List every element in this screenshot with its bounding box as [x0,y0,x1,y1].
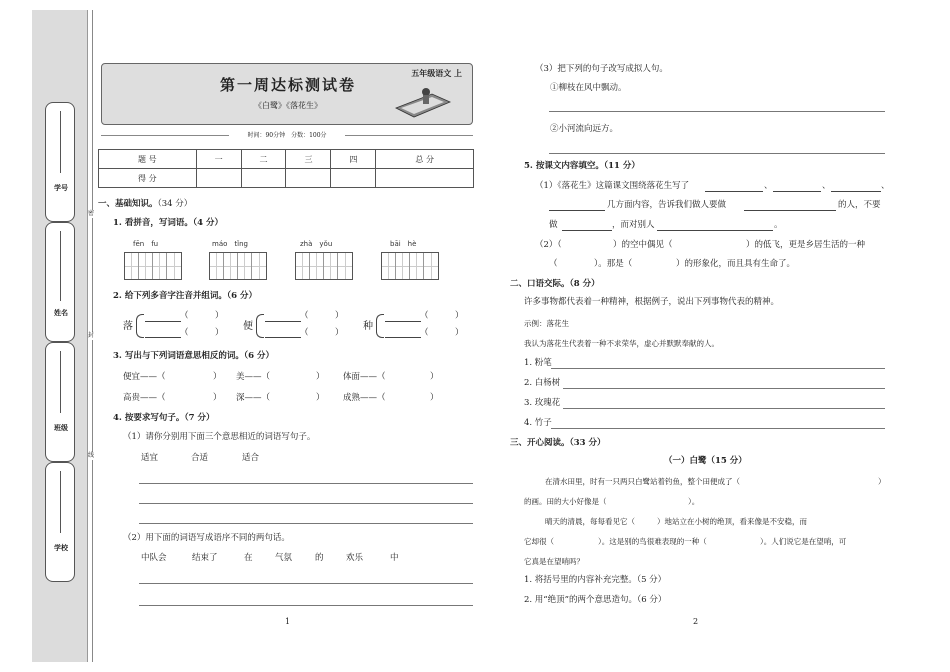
polyphone-char: 落 [123,321,133,332]
q5-1c-text: 的人，不要 [838,200,881,210]
paren: （ [420,311,429,321]
paren: ） [455,328,464,338]
q4-prompt: 4. 按要求写句子。（7 分） [113,413,215,423]
q5-prompt: 5. 按课文内容填空。（11 分） [524,161,640,171]
tianzige-grid-3[interactable] [295,252,353,280]
score-table-header: 一 [196,150,241,169]
student-number-label: 学号 [54,183,68,192]
paren: ） [430,393,439,403]
q5-1b-text: 几方面内容，告诉我们做人要做 [607,200,727,210]
tianzige-grid-1[interactable] [124,252,182,280]
paren: ） [335,328,344,338]
answer-line[interactable] [265,321,301,322]
q4-word: 气氛 [275,553,293,563]
tianzige-grid-4[interactable] [381,252,439,280]
paren: ） [215,328,224,338]
answer-line[interactable] [551,428,885,429]
antonym-item: 成熟——（ [343,393,386,403]
q4-3-prompt: （3）把下列的句子改写成拟人句。 [535,64,668,74]
grade-label: 五年级语文 上 [411,68,462,78]
polyphone-char: 种 [363,321,373,332]
q4-word: 结束了 [192,553,218,563]
oral-item: 1. 粉笔 [524,358,552,368]
answer-line[interactable] [139,523,473,524]
q4-2-prompt: （2）用下面的词语写成语序不同的两句话。 [123,533,290,543]
reading-p2e: ）。人们说它是在望哨，可 [760,537,847,546]
paren: ） [316,372,325,382]
paren: （ [420,328,429,338]
q4-word: 欢乐 [346,553,364,563]
answer-line[interactable] [145,337,181,338]
school-label: 学校 [54,543,68,552]
reading-q2: 2. 用“绝顶”的两个意思造句。（6 分） [524,595,667,605]
answer-line[interactable] [385,321,421,322]
time-score-bar [101,130,473,140]
antonym-item: 美——（ [236,372,271,382]
student-number-box [45,102,75,222]
q4-3a: ①柳枝在风中飘动。 [550,83,627,93]
score-table-header: 四 [331,150,376,169]
paren: （ [180,328,189,338]
q5-1-text: （1）《落花生》这篇课文围绕落花生写了 [535,181,690,191]
answer-line[interactable] [139,503,473,504]
score-row-label: 得 分 [99,169,197,188]
q5-2f-text: ）的形象化，而且具有生命了。 [676,259,796,269]
answer-line[interactable] [563,408,885,409]
q2-prompt: 2. 给下列多音字注音并组词。（6 分） [113,291,257,301]
pinyin-2: máo tǐng [212,240,248,248]
seal-mark-feng: 封 [88,332,95,339]
reading-p1d: ）。 [688,497,700,506]
paren: ） [455,311,464,321]
time-score-text: 时间：90分钟 分数：100分 [247,132,327,139]
q5-2b-text: ）的空中偶见（ [613,240,673,250]
blank[interactable] [549,210,605,211]
section-2-heading: 二、口语交际。（8 分） [510,279,600,289]
antonym-item: 高贵——（ [123,393,166,403]
answer-line[interactable] [139,583,473,584]
blank[interactable] [705,191,763,192]
exam-title: 第一周达标测试卷 [219,76,356,94]
brace-icon [256,314,264,338]
q3-prompt: 3. 写出与下列词语意思相反的词。（6 分） [113,351,274,361]
paren: ） [213,393,222,403]
seal-mark-xian: 线 [88,452,95,459]
oral-item: 4. 竹子 [524,418,552,428]
score-cell[interactable] [286,169,331,188]
exam-subtitle: 《白鹭》《落花生》 [254,101,322,110]
answer-line[interactable] [265,337,301,338]
answer-line[interactable] [385,337,421,338]
q4-3b: ②小河流向远方。 [550,124,619,134]
reading-p1a: 在清水田里，时有一只两只白鹭站着钓鱼，整个田便成了（ [545,477,740,486]
name-label: 姓名 [54,308,68,317]
paren: ） [430,372,439,382]
reading-p2b: ）地站立在小树的绝顶，看来像是不安稳，而 [657,517,807,526]
antonym-item: 便宜——（ [123,372,166,382]
paren: ） [215,311,224,321]
oral-item: 2. 白杨树 [524,378,561,388]
antonym-item: 深——（ [236,393,271,403]
tablet-illustration-icon [392,86,452,118]
answer-line[interactable] [145,321,181,322]
reading-q1: 1. 将括号里的内容补充完整。（5 分） [524,575,667,585]
q4-word: 适宜 [141,453,159,463]
antonym-item: 体面——（ [343,372,386,382]
paren: （ [300,311,309,321]
q1-prompt: 1. 看拼音，写词语。（4 分） [113,218,223,228]
paren: ） [213,372,222,382]
answer-line[interactable] [551,368,885,369]
paren: （ [300,328,309,338]
q4-1-prompt: （1）请你分别用下面三个意思相近的词语写句子。 [123,432,316,442]
q5-1d-text: 做 [549,220,558,230]
pinyin-4: bāi hè [390,240,417,248]
q4-word: 适合 [242,453,260,463]
name-box [45,222,75,342]
example-label: 示例：落花生 [524,319,569,328]
blank[interactable] [831,191,881,192]
blank[interactable] [744,210,836,211]
paren: ） [335,311,344,321]
class-label: 班级 [54,423,68,432]
q4-word: 中 [390,553,399,563]
q5-2e-text: ）。那是（ [594,259,633,269]
score-table-header: 三 [286,150,331,169]
score-cell[interactable] [196,169,241,188]
reading-p1b: ） [878,477,886,486]
exam-header [101,63,473,125]
reading-p2c: 它却很（ [524,537,554,546]
reading-p2f: 它真是在望哨吗？ [524,557,584,566]
binding-strip [32,10,88,662]
brace-icon [136,314,144,338]
answer-line[interactable] [549,111,885,112]
blank[interactable] [773,191,821,192]
answer-line[interactable] [139,483,473,484]
paren: （ [180,311,189,321]
score-cell[interactable] [331,169,376,188]
polyphone-char: 便 [243,321,253,332]
score-table-header: 二 [241,150,286,169]
score-cell[interactable] [241,169,286,188]
section-1-heading: 一、基础知识。（34 分） [98,199,193,209]
reading-p2d: ）。这是别的鸟很难表现的一种（ [598,537,707,546]
reading-title: （一）白鹭（15 分） [664,456,747,466]
blank[interactable] [562,230,612,231]
oral-item: 3. 玫瑰花 [524,398,561,408]
q4-word: 合适 [191,453,209,463]
pinyin-1: fēn fu [133,240,159,248]
tianzige-grid-2[interactable] [209,252,267,280]
score-cell[interactable] [376,169,474,188]
q5-2-text: （2）（ [535,240,562,250]
q5-1e-text: ，而对别人 [612,220,655,230]
reading-p1c: 的画。田的大小好像是（ [524,497,607,506]
answer-line[interactable] [563,388,885,389]
paren: ） [316,393,325,403]
section-3-heading: 三、开心阅读。（33 分） [510,438,606,448]
class-box [45,342,75,462]
pinyin-3: zhà yǒu [300,240,333,248]
score-table [98,149,474,188]
q4-word: 在 [244,553,253,563]
score-table-header: 题 号 [99,150,197,169]
answer-line[interactable] [549,153,885,154]
q5-2c-text: ）的低飞，更是乡居生活的一种 [746,240,866,250]
answer-line[interactable] [139,605,473,606]
school-box [45,462,75,582]
score-table-header: 总 分 [376,150,474,169]
q4-word: 中队会 [141,553,167,563]
page-number-1: 1 [285,617,291,626]
q5-2d-text: （ [549,259,558,269]
example-text: 我认为落花生代表着一种不求荣华，虚心并默默奉献的人。 [524,339,719,348]
reading-p2a: 晴天的清晨，每每看见它（ [545,517,635,526]
blank[interactable] [657,230,773,231]
page-number-2: 2 [693,617,699,626]
seal-mark-mi: 密 [88,210,95,217]
q4-word: 的 [315,553,324,563]
brace-icon [376,314,384,338]
section-2-desc: 许多事物都代表着一种精神，根据例子，说出下列事物代表的精神。 [524,297,780,307]
